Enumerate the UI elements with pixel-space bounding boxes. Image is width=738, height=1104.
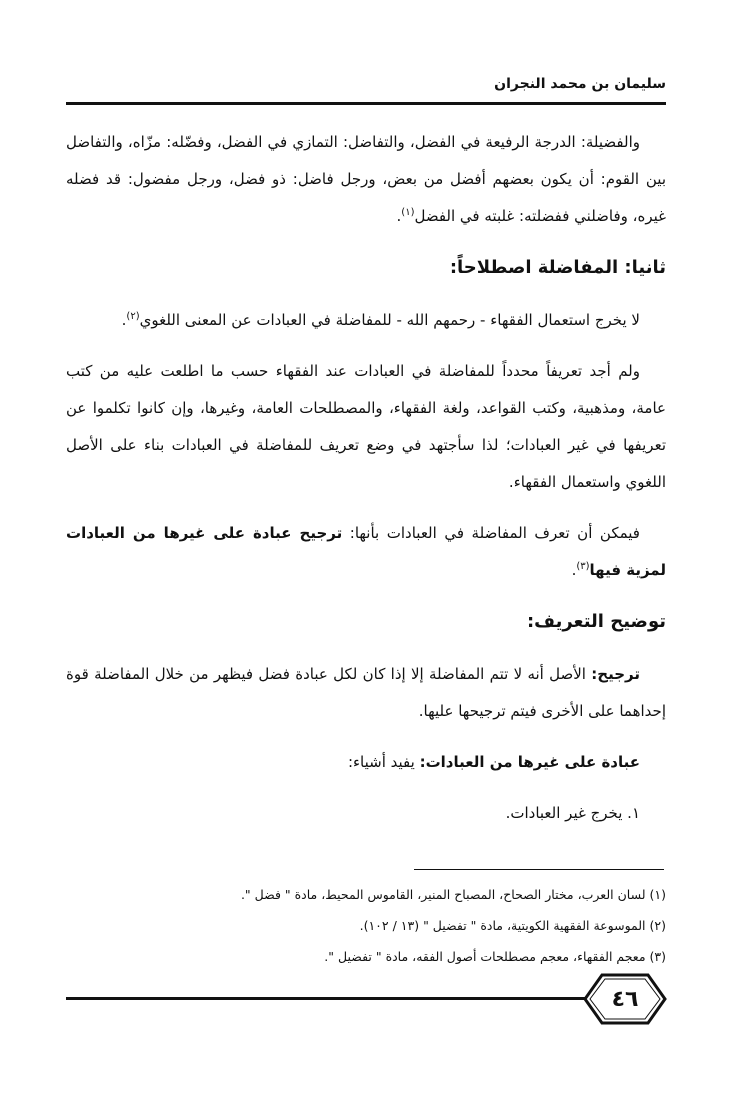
page-number: ٤٦ <box>611 986 639 1012</box>
paragraph-6-text: يفيد أشياء: <box>347 753 420 771</box>
page-number-box <box>582 972 668 1026</box>
footnote-ref-2[interactable]: (٢) <box>126 311 140 322</box>
running-header-author: سليمان بن محمد النجران <box>494 76 666 92</box>
footnote-ref-1[interactable]: (١) <box>401 207 415 218</box>
footnote-2: (٢) الموسوعة الفقهية الكويتية، مادة " تفضيل " (١٣ / ١٠٢). <box>359 918 666 933</box>
list-item-1: ١. يخرج غير العبادات. <box>505 804 640 822</box>
footnotes <box>66 879 666 972</box>
paragraph-4: فيمكن أن تعرف المفاضلة في العبادات بأنها: ترجيح عبادة على غيرها من العبادات لمزية فيها$^{(٣)}$. <box>66 524 666 579</box>
paragraph-2: لا يخرج استعمال الفقهاء - رحمهم الله - للمفاضلة في العبادات عن المعنى اللغوي$^{(٢)}$. <box>121 311 640 329</box>
paragraph-2-text: لا يخرج استعمال الفقهاء - رحمهم الله - للمفاضلة في العبادات عن المعنى اللغوي <box>139 311 640 329</box>
paragraph-5-text: الأصل أنه لا تتم المفاضلة إلا إذا كان لكل عبادة فضل فيظهر من خلال المفاضلة قوة إحداهما على الأخرى فيتم ترجيحها عليها. <box>66 665 666 720</box>
paragraph-5 <box>66 656 666 730</box>
paragraph-1-text: والفضيلة: الدرجة الرفيعة في الفضل، والتفاضل: التمازي في الفضل، وفضّله: مزّاه، والتفاضل بين القوم: أن يكون بعضهم أفضل من بعض، ورجل فاضل: ذو فضل، ورجل مفضول: قد فضله غيره، وفاضلني ففضلته: غلبته في الفضل <box>66 133 666 225</box>
footer-rule <box>66 997 586 1000</box>
paragraph-4-lead: فيمكن أن تعرف المفاضلة في العبادات بأنها: <box>342 524 640 542</box>
footnote-3: (٣) معجم الفقهاء، معجم مصطلحات أصول الفقه، مادة " تفضيل ". <box>324 949 666 964</box>
section-heading-terminology: ثانيا: المفاضلة اصطلاحاً: <box>449 257 666 278</box>
section-heading-explanation: توضيح التعريف: <box>526 611 666 632</box>
paragraph-3: ولم أجد تعريفاً محدداً للمفاضلة في العبادات عند الفقهاء حسب ما اطلعت عليه من كتب عامة، ومذهبية، وكتب القواعد، ولغة الفقهاء، والمصطلحات العامة، وغيرها، وإن كانوا تكلموا عن تعريفها في غير العبادات؛ لذا سأجتهد في وضع تعريف للمفاضلة في العبادات بناء على الأصل اللغوي واستعمال الفقهاء. <box>66 362 666 491</box>
main-text <box>66 124 666 832</box>
footnote-ref-3[interactable]: (٣) <box>576 561 590 572</box>
paragraph-6 <box>66 744 666 781</box>
term-ibada: عبادة على غيرها من العبادات: <box>419 753 640 771</box>
paragraph-1: والفضيلة: الدرجة الرفيعة في الفضل، والتفاضل: التمازي في الفضل، وفضّله: مزّاه، والتفاضل بين القوم: أن يكون بعضهم أفضل من بعض، ورجل فاضل: ذو فضل، ورجل مفضول: قد فضله غيره، وفاضلني ففضلته: غلبته في الفضل$^{(١)}$. <box>66 133 666 225</box>
definition-text: ترجيح عبادة على غيرها من العبادات لمزية فيها <box>66 524 666 579</box>
term-tarjih: ترجيح: <box>591 665 640 683</box>
header-rule <box>66 102 666 105</box>
footnote-1: (١) لسان العرب، مختار الصحاح، المصباح المنير، القاموس المحيط، مادة " فضل ". <box>240 887 666 902</box>
footnote-separator <box>414 869 664 870</box>
